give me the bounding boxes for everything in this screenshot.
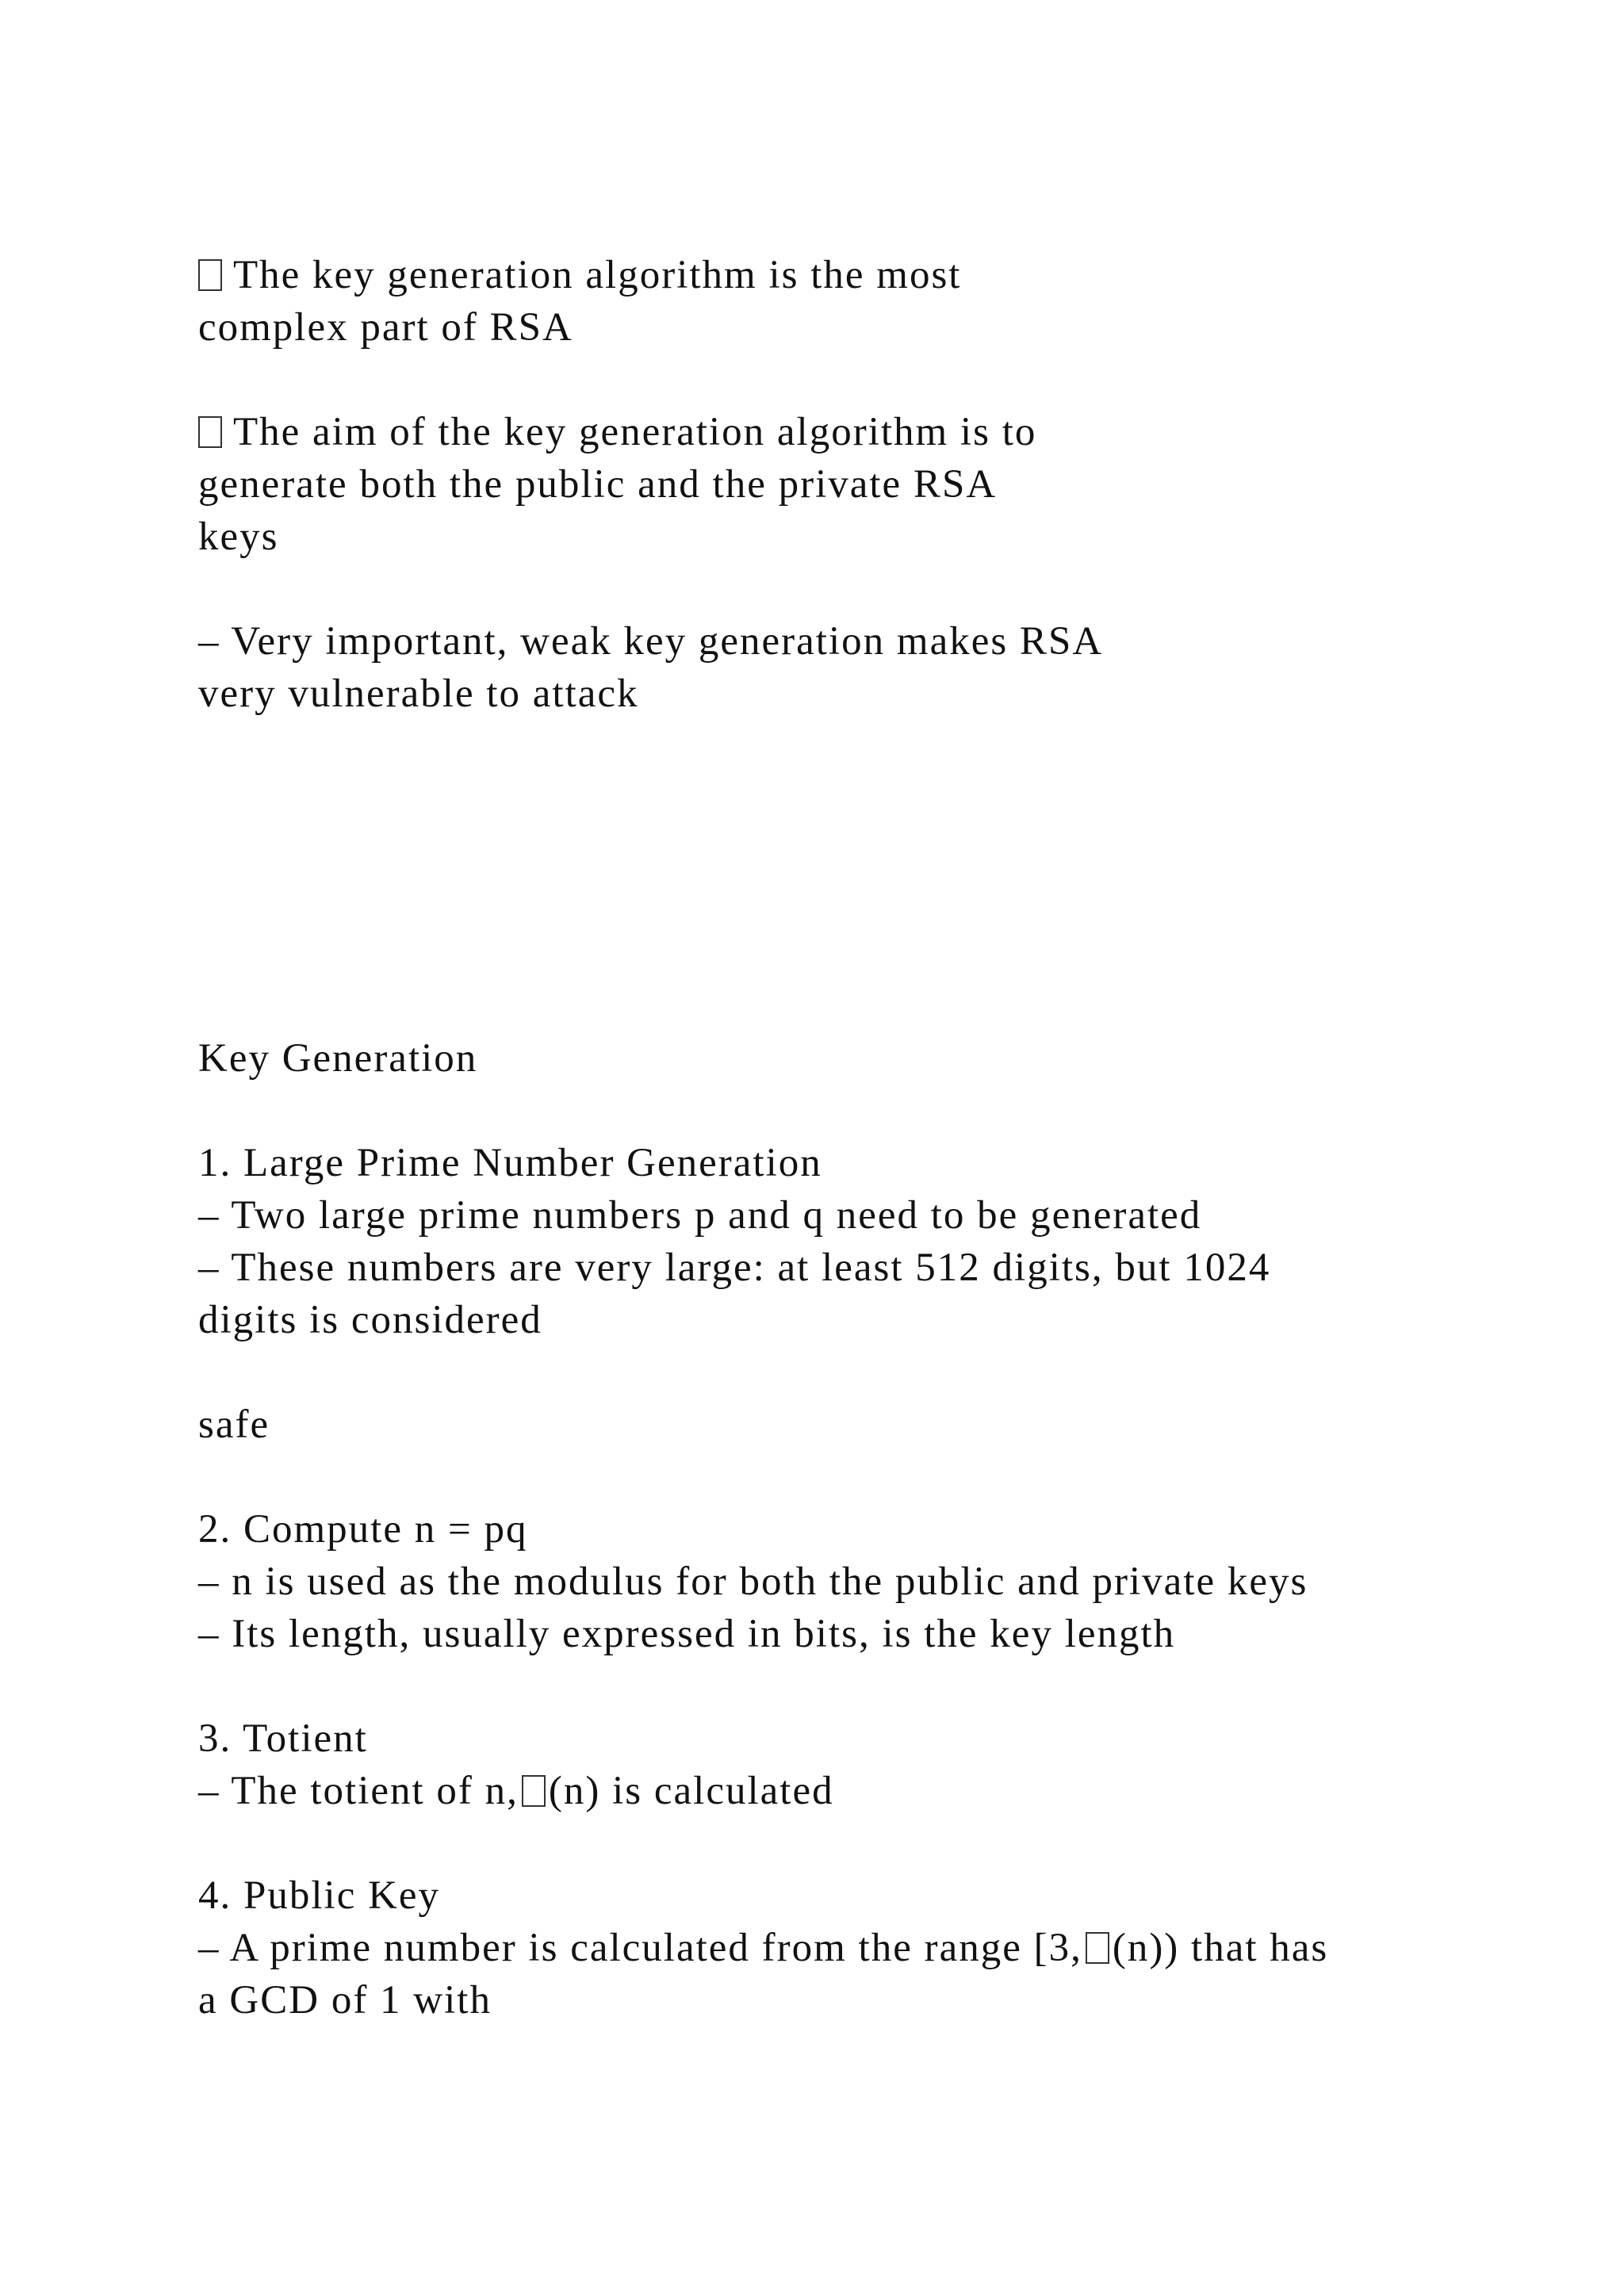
intro-note-line-1: – Very important, weak key generation makes RSA xyxy=(198,619,1104,664)
intro-bullet-1-line-2: complex part of RSA xyxy=(198,305,573,350)
step-4-item-1-prefix: – A prime number is calculated from the range [3, xyxy=(198,1926,1082,1970)
step-3-title: 3. Totient xyxy=(198,1716,368,1761)
step-2-title: 2. Compute n = pq xyxy=(198,1507,528,1552)
step-4-title: 4. Public Key xyxy=(198,1873,441,1918)
missing-glyph-icon xyxy=(198,259,222,291)
step-1-item-1: – Two large prime numbers p and q need to be generated xyxy=(198,1193,1202,1238)
step-3-item-1-suffix: (n) is calculated xyxy=(548,1769,834,1813)
intro-bullet-2-text: The aim of the key generation algorithm is to xyxy=(233,410,1037,454)
intro-bullet-1-line-1 xyxy=(198,255,961,296)
step-3-item-1 xyxy=(198,1771,834,1812)
section-heading: Key Generation xyxy=(198,1036,478,1081)
missing-glyph-icon xyxy=(198,416,222,448)
step-4-item-1-line-1 xyxy=(198,1928,1328,1969)
step-1-item-2-line-1: – These numbers are very large: at least 512 digits, but 1024 xyxy=(198,1246,1271,1290)
step-1-title: 1. Large Prime Number Generation xyxy=(198,1141,822,1185)
missing-glyph-icon xyxy=(522,1775,546,1807)
intro-bullet-2-line-1 xyxy=(198,412,1036,453)
step-2-item-2: – Its length, usually expressed in bits, is the key length xyxy=(198,1612,1176,1656)
intro-note-line-2: very vulnerable to attack xyxy=(198,672,639,716)
intro-bullet-2-line-3: keys xyxy=(198,515,279,559)
intro-bullet-1-text: The key generation algorithm is the most xyxy=(233,253,962,297)
step-4-item-1-line-2: a GCD of 1 with xyxy=(198,1978,492,2022)
step-1-item-2-line-2: digits is considered xyxy=(198,1298,542,1342)
step-4-item-1-suffix: (n)) that has xyxy=(1112,1926,1329,1970)
step-2-item-1: – n is used as the modulus for both the public and private keys xyxy=(198,1559,1308,1604)
intro-bullet-2-line-2: generate both the public and the private RSA xyxy=(198,462,998,507)
step-1-item-2-line-3: safe xyxy=(198,1402,270,1447)
missing-glyph-icon xyxy=(1086,1932,1109,1964)
step-3-item-1-prefix: – The totient of n, xyxy=(198,1769,519,1813)
